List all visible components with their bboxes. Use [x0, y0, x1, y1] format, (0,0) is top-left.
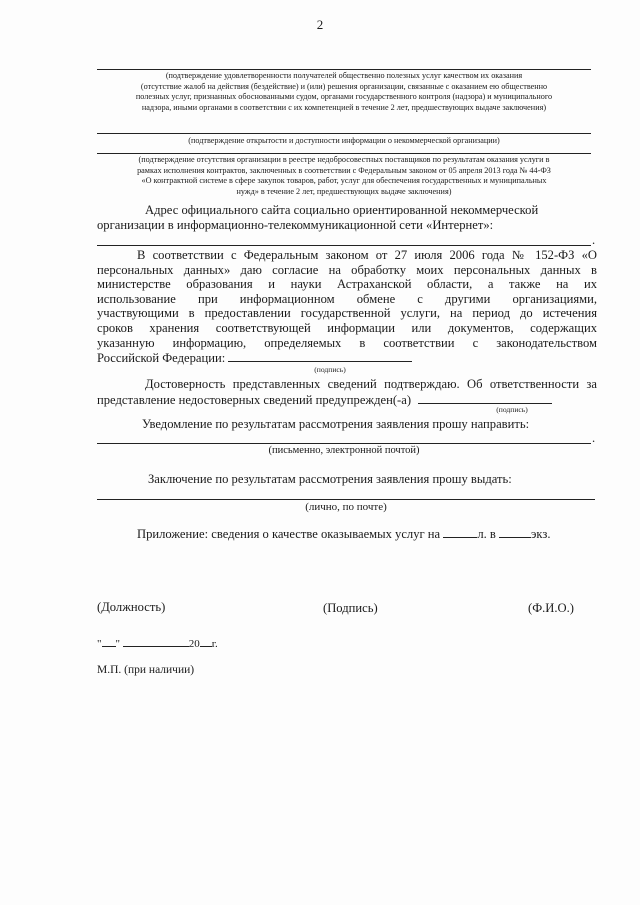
- website-paragraph: [97, 203, 597, 232]
- date-year-field[interactable]: [200, 637, 212, 647]
- consent-line: министерстве образования и науки Астраханской области, а также на их: [97, 277, 597, 292]
- accuracy-line: представление недостоверных сведений предупрежден(-а): [97, 392, 412, 407]
- attachment-copies-suffix: экз.: [531, 527, 551, 541]
- caption-satisfaction-line: (отсутствие жалоб на действия (бездействие) и (или) решения организации, связанные с оказанием ею общественно: [140, 81, 548, 91]
- caption-openness: (подтверждение открытости и доступности информации о некоммерческой организации): [188, 136, 500, 145]
- website-line: организации в информационно-телекоммуникационной сети «Интернет»:: [97, 217, 494, 232]
- consent-signature-field[interactable]: [228, 350, 412, 362]
- caption-registry-line: рамках исполнения контрактов, заключенных в соответствии с Федеральным законом от 05 апреля 2013 года № 44-ФЗ: [137, 165, 551, 175]
- date-year-prefix: 20: [188, 638, 200, 650]
- consent-line: Российской Федерации:: [97, 351, 226, 366]
- website-field[interactable]: [97, 245, 591, 246]
- openness-line: [97, 133, 591, 134]
- attachment-sheets-field[interactable]: [443, 526, 477, 538]
- notification-caption: (письменно, электронной почтой): [268, 445, 420, 456]
- accuracy-signature-field[interactable]: [418, 392, 552, 404]
- notification-label: Уведомление по результатам рассмотрения заявления прошу направить:: [142, 417, 530, 431]
- consent-line: указанную информацию, определяемых в соответствии с законодательством: [97, 335, 597, 350]
- consent-line: участвующими в предоставлении государственной услуги, на период до истечения: [97, 306, 597, 321]
- date-day-field[interactable]: [102, 637, 116, 647]
- consent-signature-caption: (подпись): [314, 365, 346, 374]
- caption-satisfaction-line: надзора, иными органами в соответствии с их компетенцией в течение 2 лет, предшествующих выдаче заключения): [141, 102, 547, 112]
- accuracy-paragraph: [97, 377, 597, 407]
- caption-registry-line: «О контрактной системе в сфере закупок товаров, работ, услуг для обеспечения государственных и муниципальных: [141, 176, 547, 185]
- caption-satisfaction-line: полезных услуг, признанных обоснованными судом, органами государственного контроля (надзора) и муниципального: [135, 92, 553, 101]
- date-year-suffix: г.: [211, 638, 218, 650]
- consent-paragraph: [97, 248, 597, 366]
- consent-line-last: [97, 350, 597, 366]
- date-line: [97, 637, 218, 650]
- signature-label: (Подпись): [323, 601, 378, 615]
- caption-registry-line: нужд» в течение 2 лет, предшествующих выдаче заключения): [236, 186, 452, 196]
- caption-registry: [97, 155, 591, 197]
- notification-field[interactable]: [97, 443, 591, 444]
- website-line: Адрес официального сайта социально ориентированной некоммерческой: [145, 203, 539, 217]
- attachment-prefix: Приложение: сведения о качестве оказываемых услуг на: [137, 527, 441, 541]
- caption-registry-line: (подтверждение отсутствия организации в реестре недобросовестных поставщиков по результатам оказания услуги в: [138, 155, 550, 164]
- conclusion-field[interactable]: [97, 499, 595, 500]
- consent-line: В соответствии с Федеральным законом от 27 июля 2006 года № 152-ФЗ «О: [137, 248, 597, 262]
- registry-line: [97, 153, 591, 154]
- date-month-field[interactable]: [123, 637, 189, 647]
- website-field-dot: .: [592, 233, 596, 247]
- conclusion-caption: (лично, по почте): [305, 501, 387, 513]
- consent-line: использование при информационном обмене с другими организациями,: [97, 291, 597, 306]
- consent-line: персональных данных» даю согласие на обработку моих персональных данных в: [97, 262, 597, 277]
- seal-note: М.П. (при наличии): [97, 664, 195, 676]
- satisfaction-line: [97, 69, 591, 70]
- caption-satisfaction-line: (подтверждение удовлетворенности получателей общественно полезных услуг качеством их оказания: [165, 71, 523, 80]
- conclusion-label: Заключение по результатам рассмотрения заявления прошу выдать:: [148, 472, 512, 486]
- accuracy-signature-caption: (подпись): [496, 405, 528, 414]
- name-label: (Ф.И.О.): [528, 601, 574, 615]
- accuracy-line: Достоверность представленных сведений подтверждаю. Об ответственности за: [145, 377, 597, 391]
- page-number: 2: [316, 17, 324, 32]
- notification-field-dot: .: [592, 431, 596, 445]
- attachment-copies-field[interactable]: [499, 526, 531, 538]
- date-quote-close: ": [115, 638, 120, 650]
- position-label: (Должность): [97, 600, 166, 614]
- attachment-sheets-suffix: л. в: [477, 527, 496, 541]
- attachment-line: [137, 526, 597, 542]
- consent-line: сроков хранения соответствующей информации или документов, содержащих: [97, 320, 597, 335]
- date-quote-open: ": [97, 638, 102, 650]
- caption-satisfaction: [97, 71, 591, 113]
